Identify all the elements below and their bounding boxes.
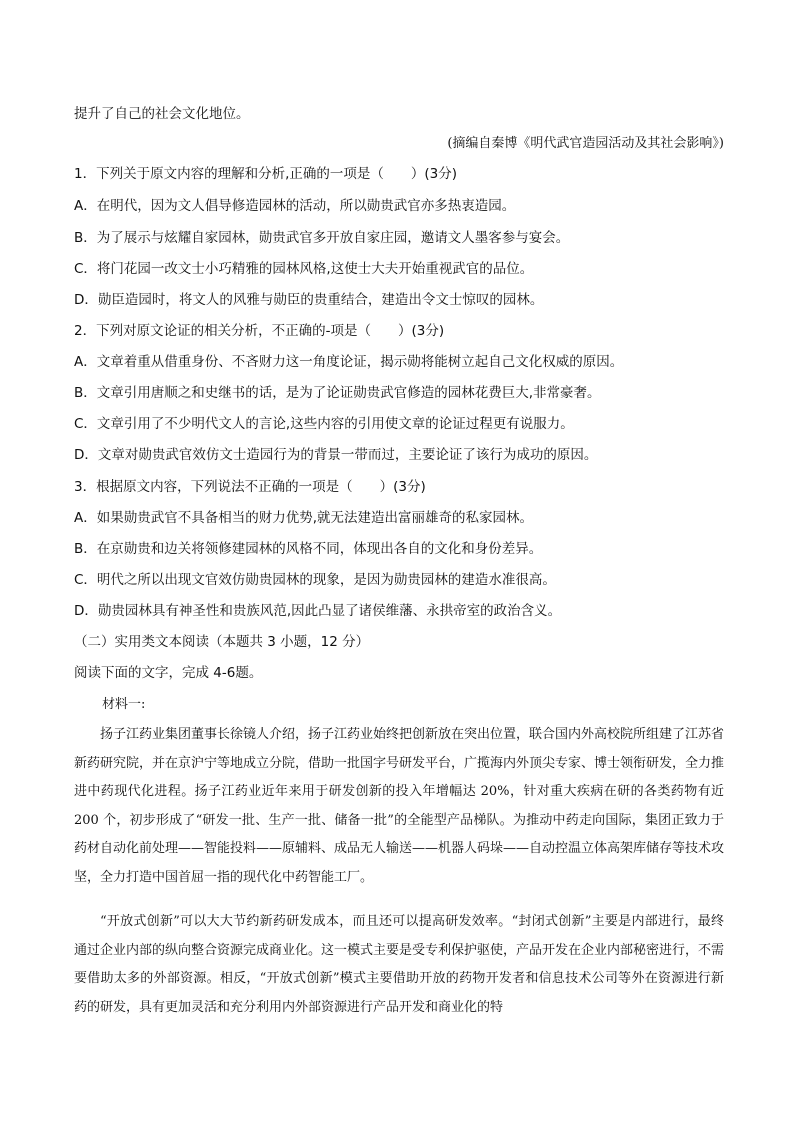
reading-instruction: 阅读下面的文字，完成 4-6题。 [74, 665, 263, 681]
question-3-option-d: D．勋贵园林具有神圣性和贵族风范,因此凸显了诸侯维藩、永拱帝室的政治含义。 [74, 603, 562, 619]
question-1-option-c: C．将门花园一改文士小巧精雅的园林风格,这使士大夫开始重视武官的品位。 [74, 261, 534, 277]
question-3-stem: 3．根据原文内容，下列说法不正确的一项是（ ）(3分) [74, 479, 426, 495]
material-paragraph-1: 扬子江药业集团董事长徐镜人介绍，扬子江药业始终把创新放在突出位置，联合国内外高校院所组建了江苏省新药研究院，并在京沪宁等地成立分院，借助一批国字号研发平台，广揽海内外顶尖专家、博士领衔研发，全力推进中药现代化进程。扬子江药业近年来用于研发创新的投入年增幅达 20%，针对重大疾病在研的各类药物有近 200 个，初步形成了“研发一批、生产一批、储备一批”的全能型产品梯队。为推动中药走向国际，集团正致力于药材自动化前处理——智能投料——原辅料、成品无人输送——机器人码垛——自动控温立体高架库储存等技术攻坚，全力打造中国首屈一指的现代化中药智能工厂。 [74, 727, 725, 885]
question-3-option-b: B．在京勋贵和边关将领修建园林的风格不同，体现出各自的文化和身份差异。 [74, 541, 543, 557]
question-2-stem: 2．下列对原文论证的相关分析，不正确的-项是（ ）(3分) [74, 323, 445, 339]
question-2-option-b: B．文章引用唐顺之和史继书的话，是为了论证勋贵武官修造的园林花费巨大,非常豪奢。 [74, 385, 601, 401]
material-paragraph-2: “开放式创新”可以大大节约新药研发成本，而且还可以提高研发效率。“封闭式创新”主要是内部进行，最终通过企业内部的纵向整合资源完成商业化。这一模式主要是受专利保护驱使，产品开发在企业内部秘密进行，不需要借助太多的外部资源。相反，“开放式创新”模式主要借助开放的药物开发者和信息技术公司等外在资源进行新药的研发，具有更加灵活和充分利用内外部资源进行产品开发和商业化的特 [74, 914, 725, 1015]
question-1-option-a: A．在明代，因为文人倡导修造园林的活动，所以勋贵武官亦多热衷造园。 [74, 198, 516, 214]
material-label: 材料一: [102, 697, 146, 712]
question-2-option-a: A．文章着重从借重身份、不吝财力这一角度论证，揭示勋将能树立起自己文化权威的原因。 [74, 354, 624, 370]
section-heading: （二）实用类文本阅读（本题共 3 小题，12 分） [74, 634, 370, 650]
question-1-option-b: B．为了展示与炫耀自家园林，勋贵武官多开放自家庄园，邀请文人墨客参与宴会。 [74, 230, 570, 246]
question-3-option-c: C．明代之所以出现文官效仿勋贵园林的现象，是因为勋贵园林的建造水准很高。 [74, 572, 556, 588]
question-1-option-d: D．勋臣造园时，将文人的风雅与勋臣的贵重结合，建造出令文士惊叹的园林。 [74, 292, 544, 308]
source-citation: (摘编自秦博《明代武官造园活动及其社会影响》) [447, 136, 724, 151]
question-2-option-c: C．文章引用了不少明代文人的言论,这些内容的引用使文章的论证过程更有说服力。 [74, 416, 574, 432]
continuation-line: 提升了自己的社会文化地位。 [74, 106, 250, 122]
question-2-option-d: D．文章对勋贵武官效仿文士造园行为的背景一带而过，主要论证了该行为成功的原因。 [74, 447, 598, 463]
question-1-stem: 1．下列关于原文内容的理解和分析,正确的一项是（ ）(3分) [74, 166, 458, 182]
question-3-option-a: A．如果勋贵武官不具备相当的财力优势,就无法建造出富丽雄奇的私家园林。 [74, 510, 534, 526]
